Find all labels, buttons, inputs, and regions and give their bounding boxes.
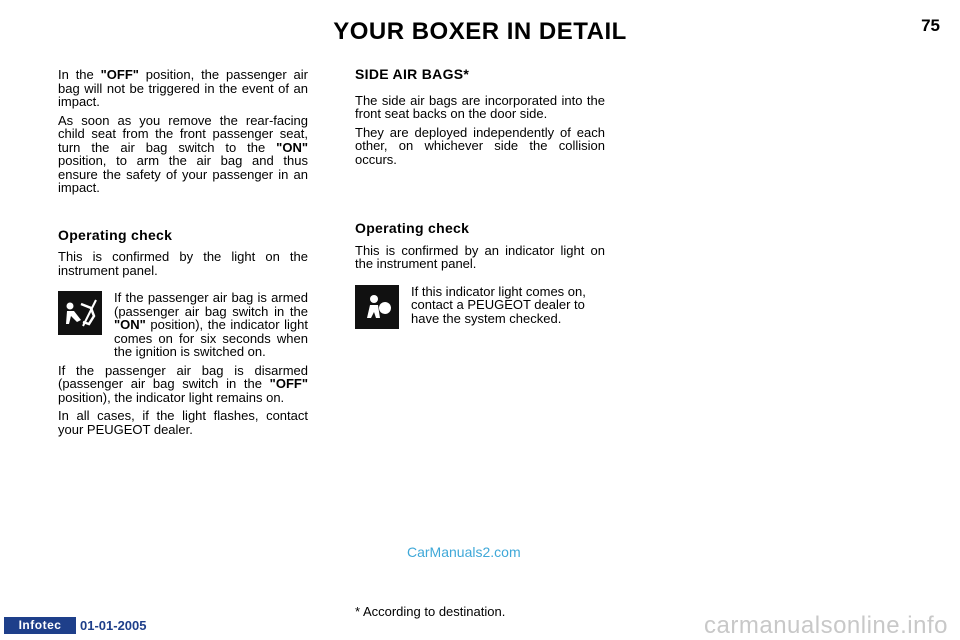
page-title: YOUR BOXER IN DETAIL <box>333 18 627 45</box>
footnote: * According to destination. <box>355 604 506 619</box>
watermark: CarManuals2.com <box>407 544 521 560</box>
paragraph: This is confirmed by the light on the instrument panel. <box>58 249 308 278</box>
infotec-logo: Infotec <box>4 617 76 634</box>
paragraph: If the passenger air bag is disarmed (passenger air bag switch in the "OFF" position), the indicator light remains on. <box>58 362 308 405</box>
page-number: 75 <box>921 16 940 35</box>
paragraph: The side air bags are incorporated into the front seat backs on the door side. <box>355 92 605 121</box>
section-heading: Operating check <box>355 220 470 236</box>
section-heading: SIDE AIR BAGS* <box>355 66 470 82</box>
right-column <box>355 68 605 330</box>
site-watermark: carmanualsonline.info <box>704 612 948 639</box>
paragraph: In all cases, if the light flashes, contact your PEUGEOT dealer. <box>58 408 308 437</box>
section-heading: Operating check <box>58 226 173 243</box>
paragraph: They are deployed independently of each other, on whichever side the collision occurs. <box>355 124 605 167</box>
paragraph: If the passenger air bag is armed (passenger air bag switch in the "ON" position), the indicator light comes on for six seconds when the ignition is switched on. <box>114 290 308 359</box>
paragraph: This is confirmed by an indicator light on the instrument panel. <box>355 242 605 271</box>
side-airbag-warning-icon <box>355 285 399 329</box>
paragraph: If this indicator light comes on, contact a PEUGEOT dealer to have the system checked. <box>411 283 586 326</box>
left-column <box>58 68 308 441</box>
indicator-row <box>355 285 605 331</box>
indicator-row <box>58 291 308 364</box>
paragraph: As soon as you remove the rear-facing child seat from the front passenger seat, turn the air bag switch to the "ON" position, to arm the air bag and thus ensure the safety of your passenger in an impact. <box>58 112 308 195</box>
footer-date: 01-01-2005 <box>80 618 147 633</box>
paragraph: In the "OFF" position, the passenger air bag will not be triggered in the event of an impact. <box>58 67 308 109</box>
passenger-airbag-warning-icon <box>58 291 102 335</box>
